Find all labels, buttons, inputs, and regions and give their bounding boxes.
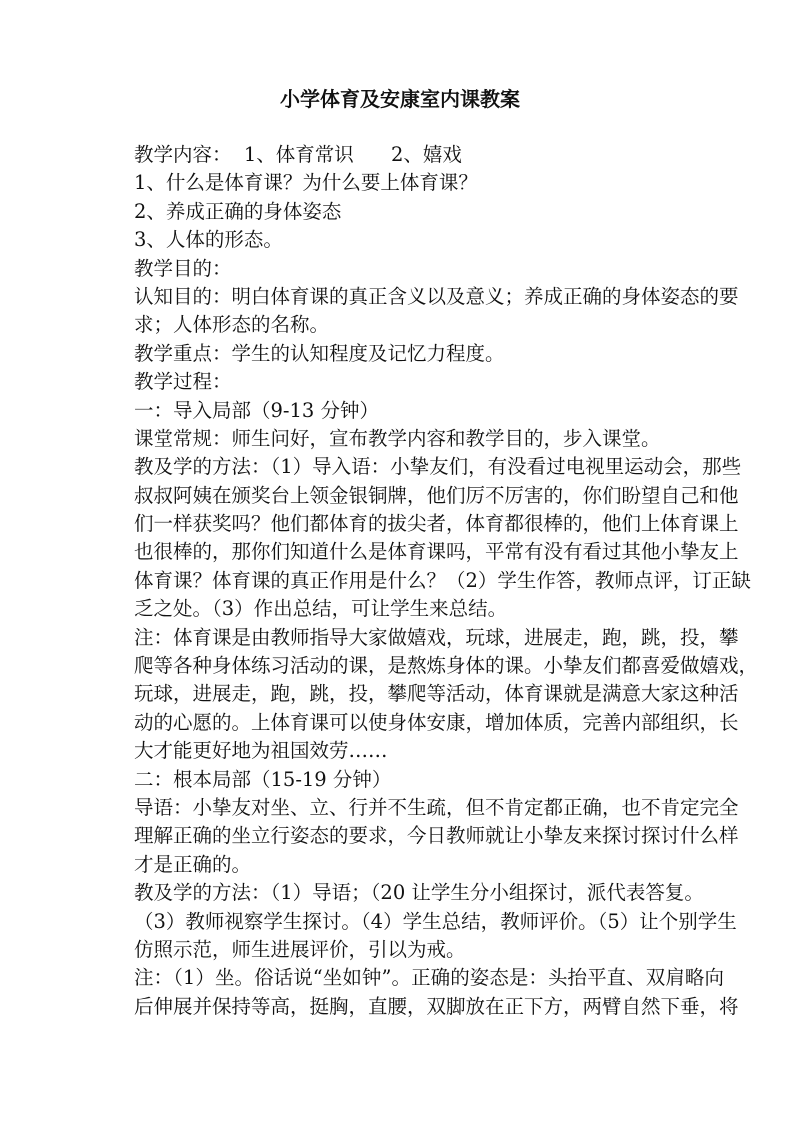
text-line: 教学重点：学生的认知程度及记忆力程度。 (134, 341, 505, 365)
text-line: 叔叔阿姨在颁奖台上领金银铜牌，他们厉不厉害的，你们盼望自己和他 (134, 483, 739, 507)
text-line: 教及学的方法：（1）导语；（20 让学生分小组探讨，派代表答复。 (134, 881, 704, 905)
section-heading: 二：根本局部（15-19 分钟） (134, 767, 392, 791)
text-line: 们一样获奖吗？他们都体育的拔尖者，体育都很棒的，他们上体育课上 (134, 512, 739, 536)
text-line: 求；人体形态的名称。 (134, 313, 330, 337)
document-body (134, 141, 759, 1021)
text-line: （3）教师视察学生探讨。（4）学生总结，教师评价。（5）让个别学生 (134, 909, 737, 933)
text-line: 也很棒的，那你们知道什么是体育课吗，平常有没有看过其他小挚友上 (134, 540, 739, 564)
document-title: 小学体育及安康室内课教案 (280, 87, 520, 111)
text-line: 认知目的：明白体育课的真正含义以及意义；养成正确的身体姿态的要 (134, 284, 739, 308)
text-line: 才是正确的。 (134, 852, 252, 876)
text-line: 理解正确的坐立行姿态的要求，今日教师就让小挚友来探讨探讨什么样 (134, 824, 739, 848)
text-line: 教学目的： (134, 256, 232, 280)
text-line: 爬等各种身体练习活动的课，是熬炼身体的课。小挚友们都喜爱做嬉戏， (134, 654, 759, 678)
text-line: 2、养成正确的身体姿态 (134, 199, 342, 223)
text-line: 动的心愿的。上体育课可以使身体安康，增加体质，完善内部组织，长 (134, 710, 739, 734)
text-line: 课堂常规：师生问好，宣布教学内容和教学目的，步入课堂。 (134, 426, 661, 450)
text-line: 教及学的方法：（1）导入语：小挚友们，有没看过电视里运动会，那些 (134, 455, 742, 479)
text-line: 教学内容： 1、体育常识 2、嬉戏 (134, 143, 462, 166)
text-line: 教学过程： (134, 370, 232, 394)
text-line: 体育课？体育课的真正作用是什么？（2）学生作答，教师点评，订正缺 (134, 568, 751, 592)
text-line: 乏之处。（3）作出总结，可让学生来总结。 (134, 597, 508, 621)
text-line: 注：（1）坐。俗话说“坐如钟”。正确的姿态是：头抬平直、双肩略向 (134, 966, 724, 990)
text-line: 仿照示范，师生进展评价，引以为戒。 (134, 937, 466, 961)
text-line: 注：体育课是由教师指导大家做嬉戏，玩球，进展走，跑，跳，投，攀 (134, 625, 739, 649)
text-line: 玩球，进展走，跑，跳，投，攀爬等活动，体育课就是满意大家这种活 (134, 682, 739, 706)
text-line: 1、什么是体育课？为什么要上体育课？ (134, 171, 478, 195)
text-line: 大才能更好地为祖国效劳…… (134, 739, 388, 763)
text-line: 导语：小挚友对坐、立、行并不生疏，但不肯定都正确，也不肯定完全 (134, 795, 739, 819)
section-heading: 一：导入局部（9-13 分钟） (134, 398, 380, 422)
text-line: 3、人体的形态。 (134, 228, 283, 252)
text-line: 后伸展并保持等高，挺胸，直腰，双脚放在正下方，两臂自然下垂，将 (134, 994, 739, 1018)
